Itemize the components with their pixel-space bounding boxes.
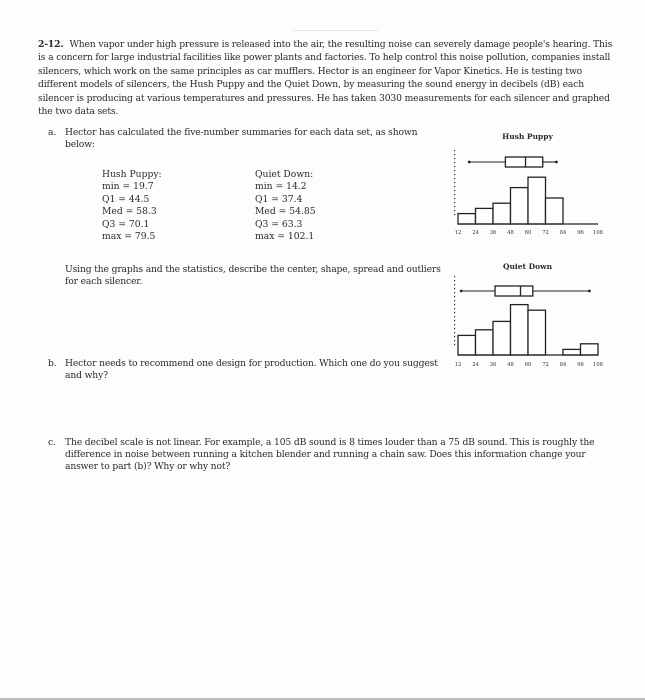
svg-text:36: 36 bbox=[489, 362, 497, 368]
part-c bbox=[48, 437, 608, 474]
quiet-down-median: Med = 54.85 bbox=[255, 206, 316, 218]
hush-puppy-max: max = 79.5 bbox=[102, 231, 156, 243]
histogram-bar bbox=[546, 198, 564, 224]
problem-intro bbox=[38, 38, 613, 118]
hush-puppy-q3: Q3 = 70.1 bbox=[102, 218, 150, 230]
histogram-bar bbox=[493, 203, 511, 224]
page-notch bbox=[290, 26, 380, 31]
histogram-bar bbox=[458, 335, 476, 355]
quiet-down-chart bbox=[450, 262, 605, 372]
svg-text:24: 24 bbox=[472, 230, 479, 236]
svg-text:72: 72 bbox=[542, 362, 549, 368]
svg-text:108: 108 bbox=[593, 230, 603, 236]
quiet-down-chart-title: Quiet Down bbox=[502, 262, 553, 271]
histogram-bar bbox=[528, 310, 546, 355]
hush-puppy-min: min = 19.7 bbox=[102, 181, 154, 193]
svg-text:84: 84 bbox=[559, 362, 567, 368]
histogram-bar bbox=[528, 177, 546, 224]
part-b-label: b. bbox=[48, 358, 57, 369]
part-b-text: Hector needs to recommend one design for production. Which one do you suggest and why? bbox=[65, 358, 438, 382]
part-c-label: c. bbox=[48, 437, 56, 448]
quiet-down-max: max = 102.1 bbox=[255, 231, 315, 243]
part-b bbox=[48, 358, 448, 382]
hush-puppy-q1: Q1 = 44.5 bbox=[102, 193, 150, 205]
svg-text:96: 96 bbox=[577, 230, 584, 236]
svg-text:12: 12 bbox=[454, 230, 462, 236]
svg-text:108: 108 bbox=[593, 362, 603, 368]
histogram-bar bbox=[476, 208, 494, 224]
histogram-bar bbox=[581, 344, 599, 355]
problem-number: 2-12. bbox=[38, 39, 64, 50]
svg-text:48: 48 bbox=[507, 362, 514, 368]
histogram-bar bbox=[493, 321, 511, 355]
svg-text:60: 60 bbox=[524, 362, 532, 368]
svg-text:96: 96 bbox=[577, 362, 584, 368]
histogram-bar bbox=[511, 188, 529, 224]
part-a-label: a. bbox=[48, 127, 57, 138]
svg-text:72: 72 bbox=[542, 230, 549, 236]
histogram-bar bbox=[476, 330, 494, 355]
part-a-followup bbox=[65, 264, 455, 288]
part-c-text: The decibel scale is not linear. For example, a 105 dB sound is 8 times louder than a 75 dB sound. This is roughly the difference in noise between running a kitchen blender and running a chain saw. Does this information change your answer to part (b)? Why or why not? bbox=[65, 437, 595, 473]
part-a-text: Hector has calculated the five-number summaries for each data set, as shown below: bbox=[65, 127, 418, 151]
histogram-bar bbox=[458, 214, 476, 224]
problem-text: When vapor under high pressure is released into the air, the resulting noise can severely damage people's hearing. This is a concern for large industrial facilities like power plants and factories. To help control this noise pollution, companies install silencers, which work on the same principles as car mufflers. Hector is an engineer for Vapor Kinetics. He is testing two different models of silencers, the Hush Puppy and the Quiet Down, by measuring the sound energy in decibels (dB) each silencer is producing at various temperatures and pressures. He has taken 3030 measurements for each silencer and graphed the two data sets. bbox=[38, 39, 613, 118]
hush-puppy-title: Hush Puppy: bbox=[102, 169, 162, 180]
quiet-down-summary bbox=[255, 169, 316, 243]
svg-text:84: 84 bbox=[559, 230, 567, 236]
quiet-down-q3: Q3 = 63.3 bbox=[255, 218, 303, 230]
hush-puppy-histogram-boxplot bbox=[450, 132, 605, 237]
svg-text:12: 12 bbox=[454, 362, 462, 368]
hush-puppy-median: Med = 58.3 bbox=[102, 206, 157, 218]
quiet-down-q1: Q1 = 37.4 bbox=[255, 193, 303, 205]
quiet-down-histogram-boxplot bbox=[450, 262, 605, 372]
part-a bbox=[48, 127, 448, 151]
hush-puppy-chart-title: Hush Puppy bbox=[502, 132, 553, 141]
hush-puppy-summary bbox=[102, 169, 162, 243]
hush-puppy-chart bbox=[450, 132, 605, 237]
svg-text:36: 36 bbox=[489, 230, 497, 236]
histogram-bar bbox=[563, 349, 581, 355]
part-a-followup-text: Using the graphs and the statistics, describe the center, shape, spread and outliers for each silencer. bbox=[65, 264, 441, 288]
svg-text:60: 60 bbox=[524, 230, 532, 236]
histogram-bar bbox=[511, 305, 529, 355]
svg-text:24: 24 bbox=[472, 362, 479, 368]
svg-text:48: 48 bbox=[507, 230, 514, 236]
quiet-down-min: min = 14.2 bbox=[255, 181, 307, 193]
quiet-down-title: Quiet Down: bbox=[255, 169, 314, 180]
